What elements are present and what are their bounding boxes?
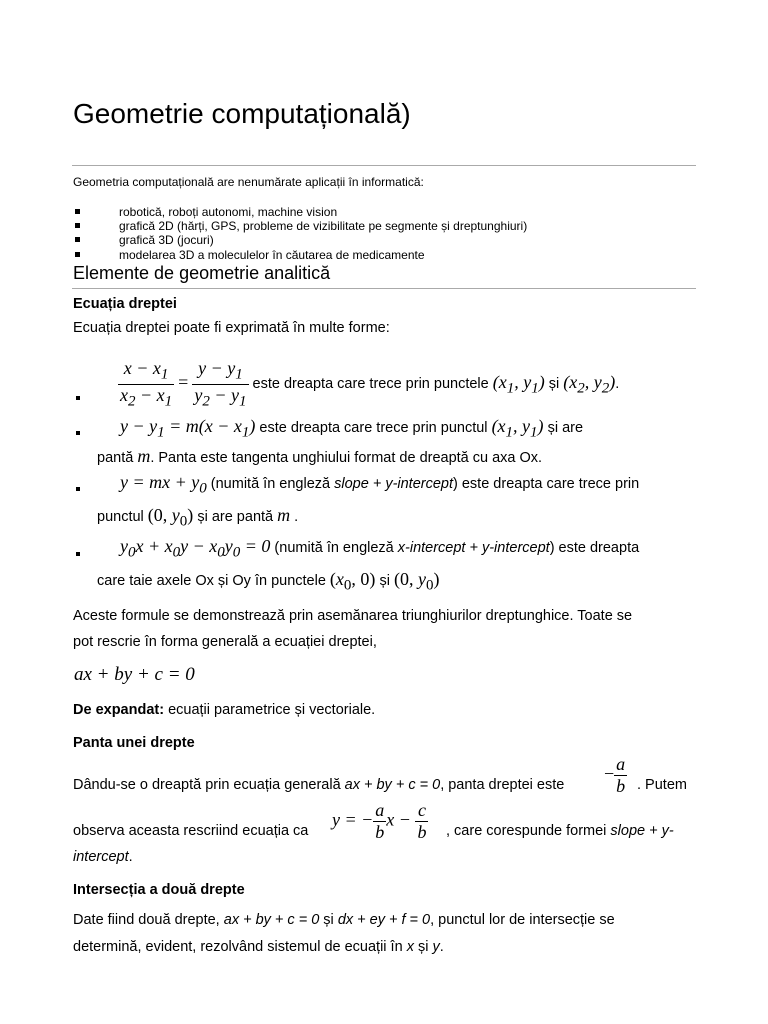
line-equation-intro: Ecuația dreptei poate fi exprimată în multe forme: — [73, 320, 390, 336]
slope-line-2: observa aceasta rescriind ecuația ca — [73, 823, 309, 839]
title-divider — [72, 165, 696, 166]
section-divider — [72, 288, 696, 289]
list-item: grafică 2D (hărți, GPS, probleme de vizibilitate pe segmente și dreptunghiuri) — [0, 219, 700, 233]
slope-line-3: intercept. — [73, 849, 133, 865]
intersection-line-1: Date fiind două drepte, ax + by + c = 0 și dx + ey + f = 0, punctul lor de intersecție se — [73, 912, 615, 928]
formula-intercepts-cont: care taie axele Ox și Oy în punctele ($x_0$, 0) și (0, $y_0$) — [97, 569, 440, 594]
intersection-line-2: determină, evident, rezolvând sistemul de ecuații în x și y. — [73, 939, 444, 955]
formula-intercepts: $y_0x + x_0y - x_0y_0 = 0$ (numită în engleză x-intercept + y-intercept) este dreapta — [120, 536, 640, 561]
formula-slope-intercept-cont: punctul (0, $y_0$) și are pantă m . — [97, 505, 299, 530]
general-form-formula: ax + by + c = 0 — [74, 664, 195, 685]
formula-point-slope: $y - y_1 = m(x - x_1)$ este dreapta care trece prin punctul ($x_1$, $y_1$) și are — [120, 416, 584, 441]
bullet — [76, 552, 80, 556]
slope-line-2-end: , care corespunde formei slope + y- — [446, 823, 674, 839]
slope-heading: Panta unei drepte — [73, 735, 195, 751]
intersection-heading: Intersecția a două drepte — [73, 882, 245, 898]
formula-slope-intercept: y = mx + $y_0$ (numită în engleză slope + y-intercept) este dreapta care trece prin — [120, 472, 640, 497]
bullet — [76, 487, 80, 491]
expand-note: De expandat: ecuații parametrice și vectoriale. — [73, 702, 376, 718]
formula-two-points: $\frac{x - x_1}{x_2 - x_1}$ = $\frac{y - y_1}{y_2 - y_1}$ este dreapta care trece prin punctele ($x_1$, $y_1$) și ($x_2$, $y_2$). — [120, 358, 620, 410]
line-equation-heading: Ecuația dreptei — [73, 296, 177, 312]
paragraph-line: pot rescrie în forma generală a ecuației dreptei, — [73, 634, 377, 650]
slope-fraction: − $\frac{a}{b}$ — [604, 754, 626, 796]
slope-line-1: Dându-se o dreaptă prin ecuația generală ax + by + c = 0, panta dreptei este — [73, 777, 565, 793]
formula-point-slope-cont: pantă m. Panta este tangenta unghiului format de dreaptă cu axa Ox. — [97, 446, 543, 466]
page-title: Geometrie computațională) — [73, 98, 411, 129]
slope-intercept-rewrite: y = − $\frac{a}{b}$ x − $\frac{c}{b}$ — [332, 800, 427, 842]
list-item: grafică 3D (jocuri) — [0, 233, 700, 247]
slope-line-1-end: . Putem — [637, 777, 687, 793]
section-title: Elemente de geometrie analitică — [73, 263, 331, 283]
bullet — [76, 396, 80, 400]
intro-text: Geometria computațională are nenumărate aplicații în informatică: — [73, 175, 424, 189]
list-item: modelarea 3D a moleculelor în căutarea de medicamente — [0, 248, 700, 262]
bullet — [76, 431, 80, 435]
list-item: robotică, roboți autonomi, machine vision — [0, 205, 700, 219]
paragraph-line: Aceste formule se demonstrează prin asemănarea triunghiurilor dreptunghice. Toate se — [73, 608, 633, 624]
